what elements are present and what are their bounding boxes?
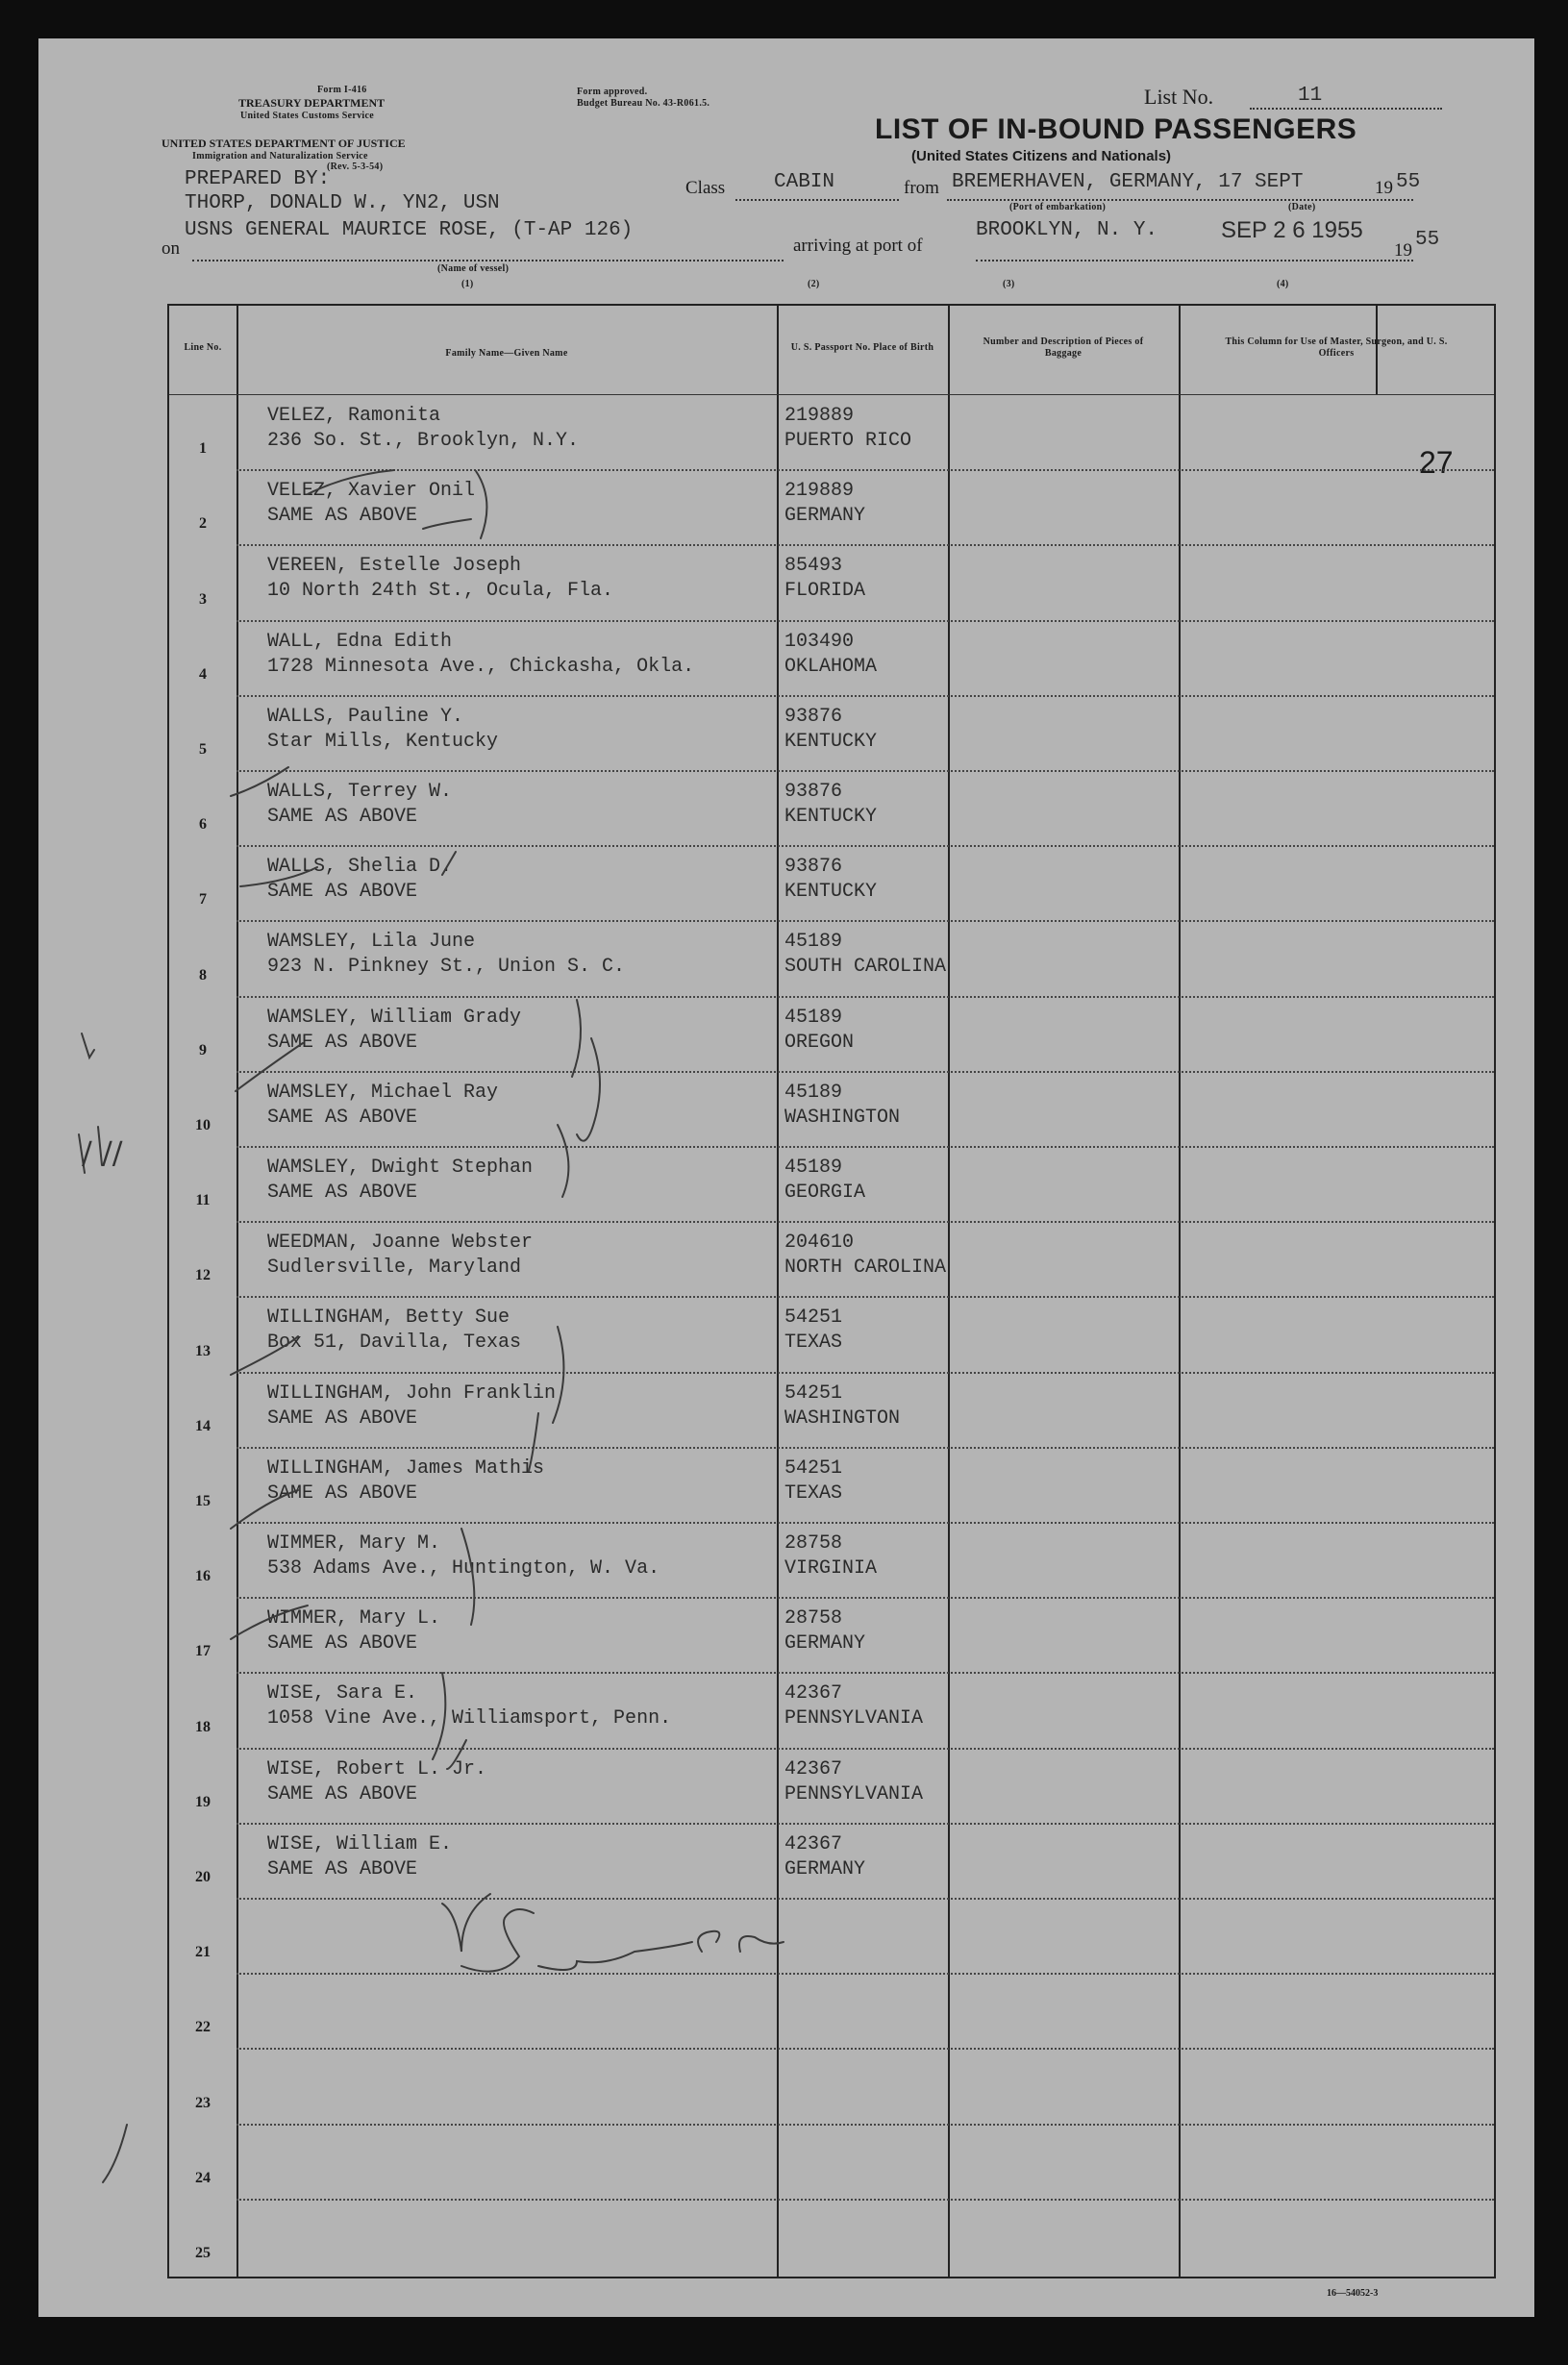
passport-number: 93876 xyxy=(784,705,843,728)
passenger-name: WALL, Edna Edith xyxy=(267,630,453,653)
line-number: 8 xyxy=(199,966,207,983)
line-number: 1 xyxy=(199,440,207,458)
page-count-mark: 27 xyxy=(1419,445,1454,480)
page-subtitle: (United States Citizens and Nationals) xyxy=(911,148,1172,164)
place-of-birth: KENTUCKY xyxy=(784,730,878,753)
place-of-birth: TEXAS xyxy=(784,1481,843,1505)
place-of-birth: NORTH CAROLINA xyxy=(784,1257,947,1280)
caption-2: (2) xyxy=(808,279,820,289)
line-number: 3 xyxy=(199,590,207,608)
vessel-name: USNS GENERAL MAURICE ROSE, (T-AP 126) xyxy=(185,219,634,241)
place-of-birth: TEXAS xyxy=(784,1332,843,1355)
rev-date: (Rev. 5-3-54) xyxy=(327,162,384,172)
passport-number: 45189 xyxy=(784,1081,843,1104)
footer-code: 16—54052-3 xyxy=(1327,2288,1379,2299)
line-number: 6 xyxy=(199,816,207,834)
line-number: 22 xyxy=(195,2019,211,2036)
passenger-address: SAME AS ABOVE xyxy=(267,1407,418,1430)
doj-heading: UNITED STATES DEPARTMENT OF JUSTICE xyxy=(162,137,406,150)
line-number: 9 xyxy=(199,1041,207,1058)
place-of-birth: OKLAHOMA xyxy=(784,655,878,678)
place-of-birth: GERMANY xyxy=(784,505,866,528)
passenger-name: WILLINGHAM, John Franklin xyxy=(267,1382,557,1405)
passport-number: 93876 xyxy=(784,781,843,803)
line-number: 24 xyxy=(195,2169,211,2186)
passenger-address: SAME AS ABOVE xyxy=(267,1031,418,1054)
passport-number: 42367 xyxy=(784,1832,843,1855)
place-of-birth: GERMANY xyxy=(784,1632,866,1656)
line-number: 15 xyxy=(195,1493,211,1509)
passenger-name: WAMSLEY, Michael Ray xyxy=(267,1081,499,1104)
passport-number: 54251 xyxy=(784,1307,843,1330)
passenger-address: 1728 Minnesota Ave., Chickasha, Okla. xyxy=(267,655,695,678)
passenger-address: Star Mills, Kentucky xyxy=(267,730,499,753)
list-no-label: List No. xyxy=(1144,85,1214,109)
passenger-name: VEREEN, Estelle Joseph xyxy=(267,555,522,578)
line-number: 19 xyxy=(195,1793,211,1810)
passenger-name: WAMSLEY, Dwight Stephan xyxy=(267,1157,534,1179)
passport-number: 54251 xyxy=(784,1456,843,1480)
passenger-name: WEEDMAN, Joanne Webster xyxy=(267,1232,534,1255)
port-embark-caption: (Port of embarkation) xyxy=(1009,202,1107,212)
line-number: 10 xyxy=(195,1117,211,1133)
place-of-birth: WASHINGTON xyxy=(784,1407,901,1430)
margin-tick: / // xyxy=(82,1134,123,1171)
arrival-port: BROOKLYN, N. Y. xyxy=(976,219,1158,241)
line-number: 17 xyxy=(195,1643,211,1660)
form-approved: Form approved. xyxy=(577,87,648,97)
form-number: Form I-416 xyxy=(317,85,367,95)
passenger-name: WILLINGHAM, Betty Sue xyxy=(267,1307,510,1330)
line-number: 16 xyxy=(195,1568,211,1585)
treasury-department: TREASURY DEPARTMENT xyxy=(238,96,386,110)
passenger-address: SAME AS ABOVE xyxy=(267,1106,418,1129)
place-of-birth: PENNSYLVANIA xyxy=(784,1782,924,1805)
line-number: 4 xyxy=(199,665,207,683)
line-number: 25 xyxy=(195,2245,211,2261)
line-number: 20 xyxy=(195,1869,211,1885)
passenger-name: WISE, William E. xyxy=(267,1832,453,1855)
passport-number: 85493 xyxy=(784,555,843,578)
line-number: 7 xyxy=(199,891,207,909)
passport-number: 54251 xyxy=(784,1382,843,1405)
passport-number: 219889 xyxy=(784,480,855,503)
caption-4: (4) xyxy=(1277,279,1289,289)
place-of-birth: SOUTH CAROLINA xyxy=(784,956,947,979)
passenger-address: SAME AS ABOVE xyxy=(267,1632,418,1656)
passenger-name: WISE, Sara E. xyxy=(267,1682,418,1705)
passenger-address: SAME AS ABOVE xyxy=(267,1857,418,1880)
passenger-name: VELEZ, Ramonita xyxy=(267,405,441,427)
col-name: Family Name—Given Name xyxy=(445,348,568,359)
on-label: on xyxy=(162,238,180,259)
line-number: 5 xyxy=(199,741,207,758)
date-caption: (Date) xyxy=(1288,202,1316,212)
arriving-label: arriving at port of xyxy=(793,236,923,256)
passenger-address: 236 So. St., Brooklyn, N.Y. xyxy=(267,430,580,452)
line-number: 21 xyxy=(195,1944,211,1961)
passport-number: 28758 xyxy=(784,1532,843,1555)
passport-number: 42367 xyxy=(784,1682,843,1705)
year1-prefix: 19 xyxy=(1375,178,1393,198)
passenger-address: Box 51, Davilla, Texas xyxy=(267,1332,522,1355)
caption-3: (3) xyxy=(1003,279,1015,289)
col-passport: U. S. Passport No. Place of Birth xyxy=(790,342,934,353)
passenger-address: SAME AS ABOVE xyxy=(267,806,418,828)
place-of-birth: OREGON xyxy=(784,1031,855,1054)
budget-bureau: Budget Bureau No. 43-R061.5. xyxy=(577,98,710,109)
year1-suffix: 55 xyxy=(1396,171,1421,193)
line-number: 2 xyxy=(199,515,207,533)
passenger-name: WILLINGHAM, James Mathis xyxy=(267,1456,545,1480)
preparer-name: THORP, DONALD W., YN2, USN xyxy=(185,192,500,214)
passenger-name: WALLS, Terrey W. xyxy=(267,781,453,803)
passenger-name: WALLS, Shelia D. xyxy=(267,856,453,879)
line-number: 14 xyxy=(195,1417,211,1434)
col-officers: This Column for Use of Master, Surgeon, and U. S. Officers xyxy=(1225,336,1448,359)
class-value: CABIN xyxy=(774,171,835,193)
line-number: 11 xyxy=(195,1192,211,1209)
passenger-address: SAME AS ABOVE xyxy=(267,881,418,904)
caption-1: (1) xyxy=(461,279,474,289)
passport-number: 93876 xyxy=(784,856,843,879)
place-of-birth: KENTUCKY xyxy=(784,881,878,904)
col-baggage: Number and Description of Pieces of Baggage xyxy=(983,336,1144,359)
pencil-annotations xyxy=(38,38,1534,2317)
passport-number: 103490 xyxy=(784,630,855,653)
year2-suffix: 55 xyxy=(1415,229,1440,251)
passenger-address: SAME AS ABOVE xyxy=(267,1481,418,1505)
passenger-name: WAMSLEY, William Grady xyxy=(267,1006,522,1029)
passenger-address: 10 North 24th St., Ocula, Fla. xyxy=(267,580,614,603)
page-title: LIST OF IN-BOUND PASSENGERS xyxy=(875,113,1357,145)
place-of-birth: FLORIDA xyxy=(784,580,866,603)
passenger-address: SAME AS ABOVE xyxy=(267,1782,418,1805)
place-of-birth: VIRGINIA xyxy=(784,1557,878,1580)
manifest-page xyxy=(38,38,1534,2317)
list-no-value: 11 xyxy=(1298,85,1323,107)
passenger-address: 923 N. Pinkney St., Union S. C. xyxy=(267,956,626,979)
place-of-birth: GERMANY xyxy=(784,1857,866,1880)
passport-number: 42367 xyxy=(784,1757,843,1780)
passenger-name: WALLS, Pauline Y. xyxy=(267,705,464,728)
vessel-caption: (Name of vessel) xyxy=(437,263,510,274)
passport-number: 45189 xyxy=(784,1006,843,1029)
from-label: from xyxy=(904,178,939,198)
col-line-no: Line No. xyxy=(184,342,222,353)
prepared-by: PREPARED BY: xyxy=(185,168,331,190)
line-number: 13 xyxy=(195,1342,211,1359)
passport-number: 219889 xyxy=(784,405,855,427)
passport-number: 45189 xyxy=(784,1157,843,1179)
line-number: 12 xyxy=(195,1267,211,1284)
ins-heading: Immigration and Naturalization Service xyxy=(192,151,368,162)
place-of-birth: KENTUCKY xyxy=(784,806,878,828)
passenger-name: WAMSLEY, Lila June xyxy=(267,931,476,954)
place-of-birth: PENNSYLVANIA xyxy=(784,1707,924,1730)
passport-number: 204610 xyxy=(784,1232,855,1255)
passenger-address: 538 Adams Ave., Huntington, W. Va. xyxy=(267,1557,660,1580)
arrival-date-stamp: SEP 2 6 1955 xyxy=(1221,217,1363,243)
customs-service: United States Customs Service xyxy=(240,111,374,121)
passenger-address: SAME AS ABOVE xyxy=(267,505,418,528)
passenger-address: SAME AS ABOVE xyxy=(267,1182,418,1204)
passenger-address: 1058 Vine Ave., Williamsport, Penn. xyxy=(267,1707,672,1730)
class-label: Class xyxy=(685,178,726,198)
passport-number: 28758 xyxy=(784,1607,843,1631)
year2-prefix: 19 xyxy=(1394,240,1412,261)
passenger-name: VELEZ, Xavier Onil xyxy=(267,480,476,503)
line-number: 23 xyxy=(195,2094,211,2111)
passenger-name: WISE, Robert L. Jr. xyxy=(267,1757,487,1780)
line-number: 18 xyxy=(195,1718,211,1735)
place-of-birth: WASHINGTON xyxy=(784,1106,901,1129)
passenger-name: WIMMER, Mary M. xyxy=(267,1532,441,1555)
passenger-address: Sudlersville, Maryland xyxy=(267,1257,522,1280)
passport-number: 45189 xyxy=(784,931,843,954)
place-of-birth: PUERTO RICO xyxy=(784,430,912,452)
place-of-birth: GEORGIA xyxy=(784,1182,866,1204)
passenger-name: WIMMER, Mary L. xyxy=(267,1607,441,1631)
from-value: BREMERHAVEN, GERMANY, 17 SEPT xyxy=(952,171,1304,193)
